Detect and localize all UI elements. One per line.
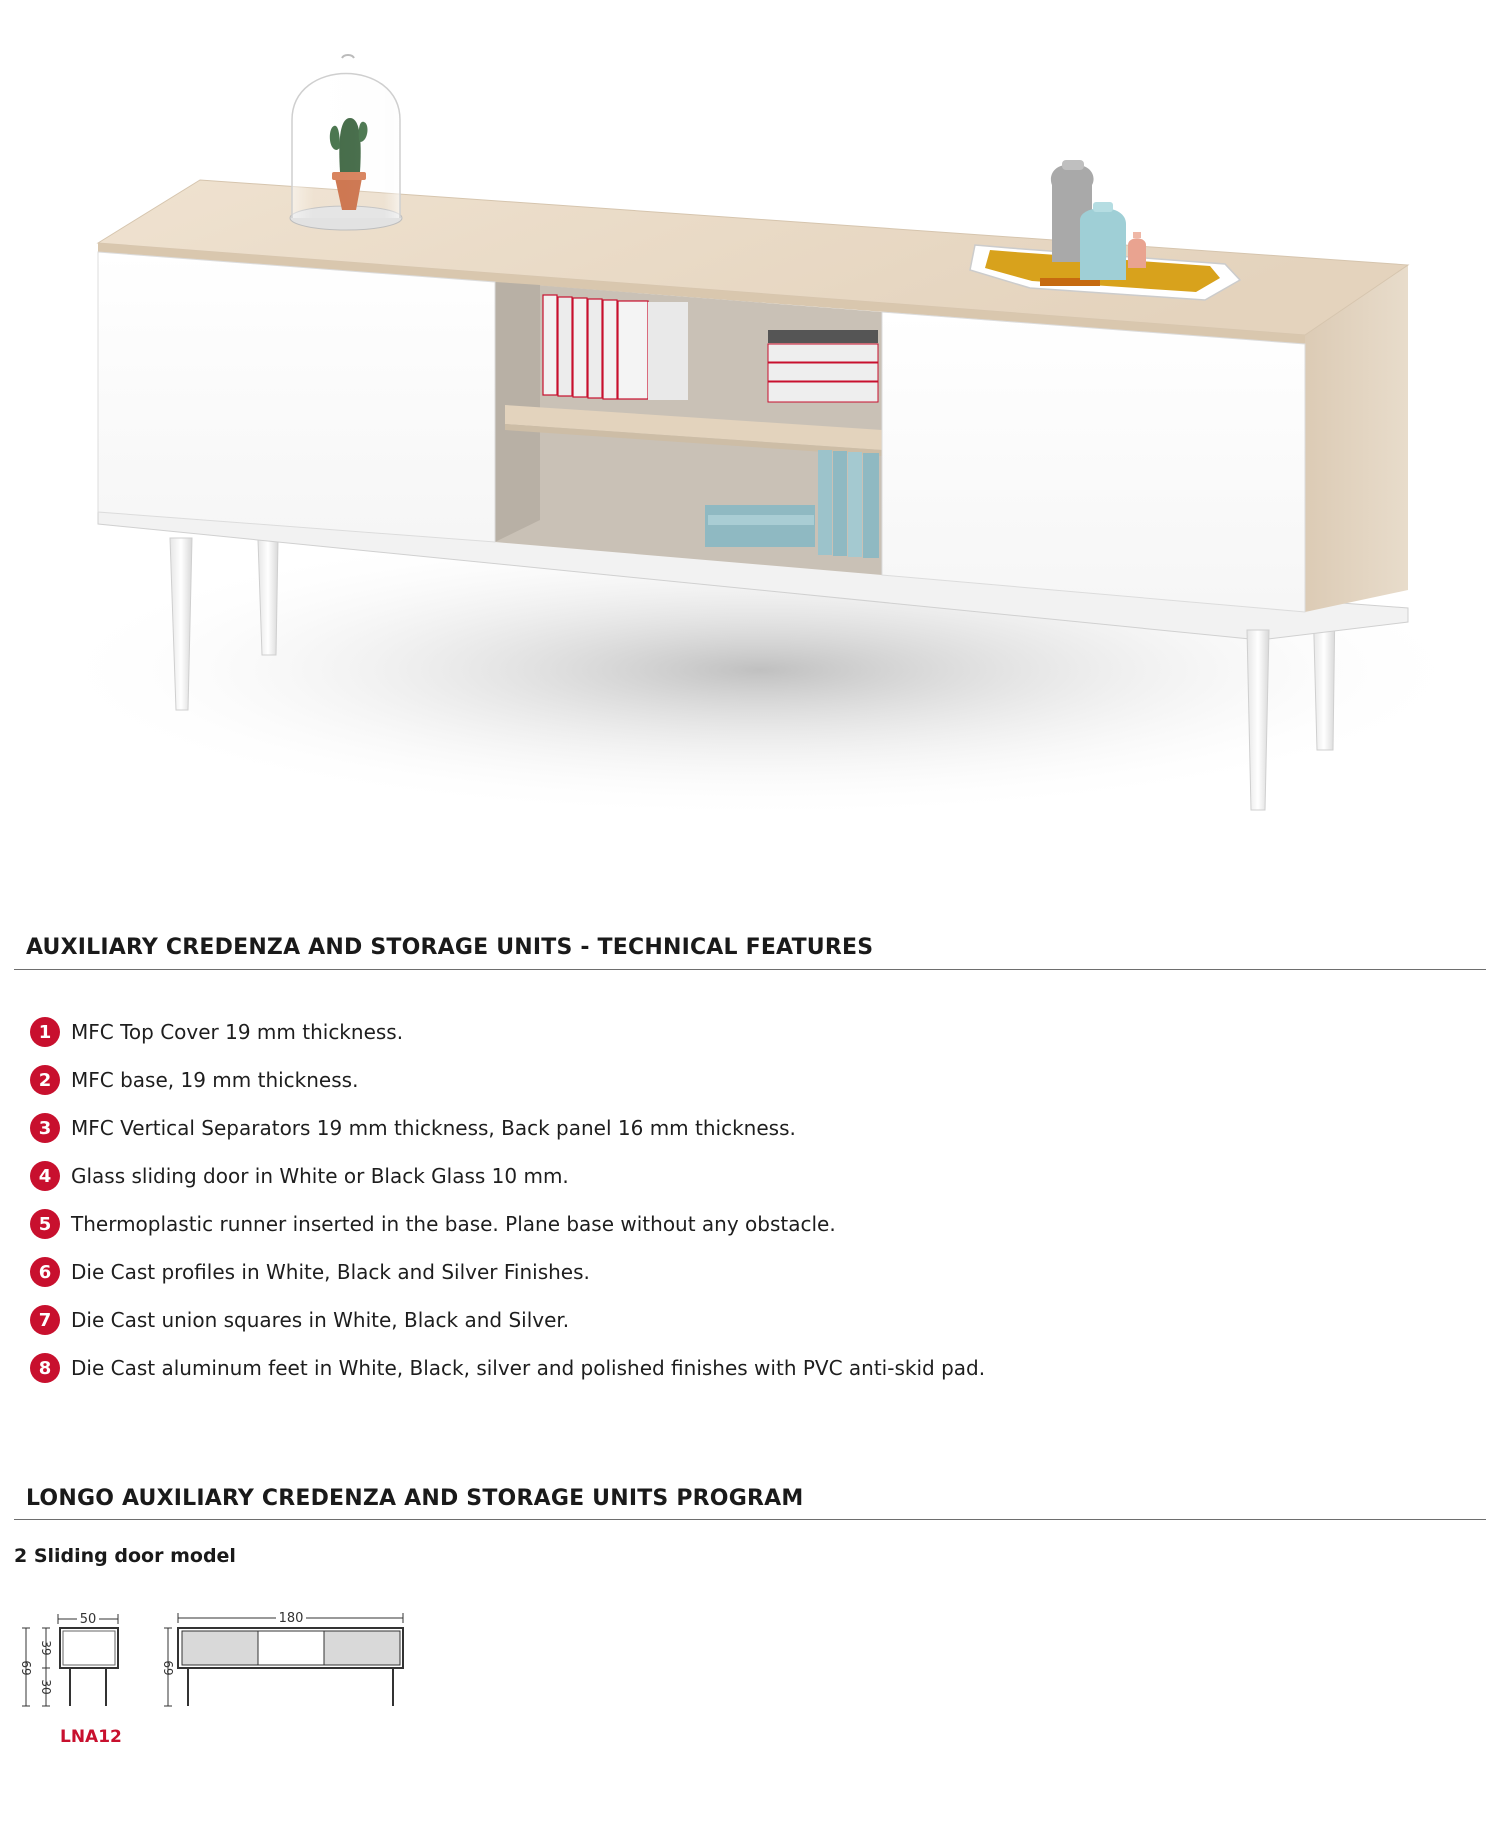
feature-number-badge: 3 (30, 1113, 60, 1143)
side-view-drawing (19, 1610, 118, 1706)
features-divider (14, 969, 1486, 970)
side-leg-height-label: 30 (39, 1679, 53, 1695)
side-body-height-label: 39 (39, 1640, 53, 1656)
front-view-drawing (161, 1609, 403, 1706)
feature-number-badge: 1 (30, 1017, 60, 1047)
model-code: LNA12 (60, 1727, 122, 1747)
feature-number-badge: 8 (30, 1353, 60, 1383)
feature-item (30, 1344, 1470, 1392)
feature-text: MFC Top Cover 19 mm thickness. (71, 1020, 404, 1044)
feature-text: MFC Vertical Separators 19 mm thickness, Back panel 16 mm thickness. (71, 1116, 796, 1140)
feature-item (30, 1296, 1470, 1344)
features-section-title: AUXILIARY CREDENZA AND STORAGE UNITS - TECHNICAL FEATURES (26, 935, 874, 960)
front-width-label: 180 (278, 1611, 304, 1626)
feature-item (30, 1248, 1470, 1296)
feature-number-badge: 7 (30, 1305, 60, 1335)
feature-item (30, 1008, 1470, 1056)
feature-text: Die Cast aluminum feet in White, Black, silver and polished finishes with PVC anti-skid pad. (71, 1356, 986, 1380)
feature-text: Thermoplastic runner inserted in the base. Plane base without any obstacle. (71, 1212, 836, 1236)
program-divider (14, 1519, 1486, 1520)
feature-text: Die Cast union squares in White, Black and Silver. (71, 1308, 570, 1332)
feature-text: Glass sliding door in White or Black Glass 10 mm. (71, 1164, 569, 1188)
feature-number-badge: 4 (30, 1161, 60, 1191)
front-height-label: 69 (161, 1660, 175, 1676)
feature-number-badge: 2 (30, 1065, 60, 1095)
feature-text: Die Cast profiles in White, Black and Silver Finishes. (71, 1260, 590, 1284)
program-section-title: LONGO AUXILIARY CREDENZA AND STORAGE UNITS PROGRAM (26, 1486, 804, 1511)
feature-number-badge: 6 (30, 1257, 60, 1287)
side-total-height-label: 69 (19, 1660, 33, 1676)
side-depth-label: 50 (79, 1612, 97, 1627)
feature-item (30, 1056, 1470, 1104)
model-subtitle: 2 Sliding door model (14, 1545, 236, 1567)
feature-number-badge: 5 (30, 1209, 60, 1239)
feature-item (30, 1104, 1470, 1152)
feature-item (30, 1200, 1470, 1248)
feature-item (30, 1152, 1470, 1200)
features-list (30, 1008, 1470, 1392)
credenza-product-image (0, 0, 1500, 880)
feature-text: MFC base, 19 mm thickness. (71, 1068, 359, 1092)
